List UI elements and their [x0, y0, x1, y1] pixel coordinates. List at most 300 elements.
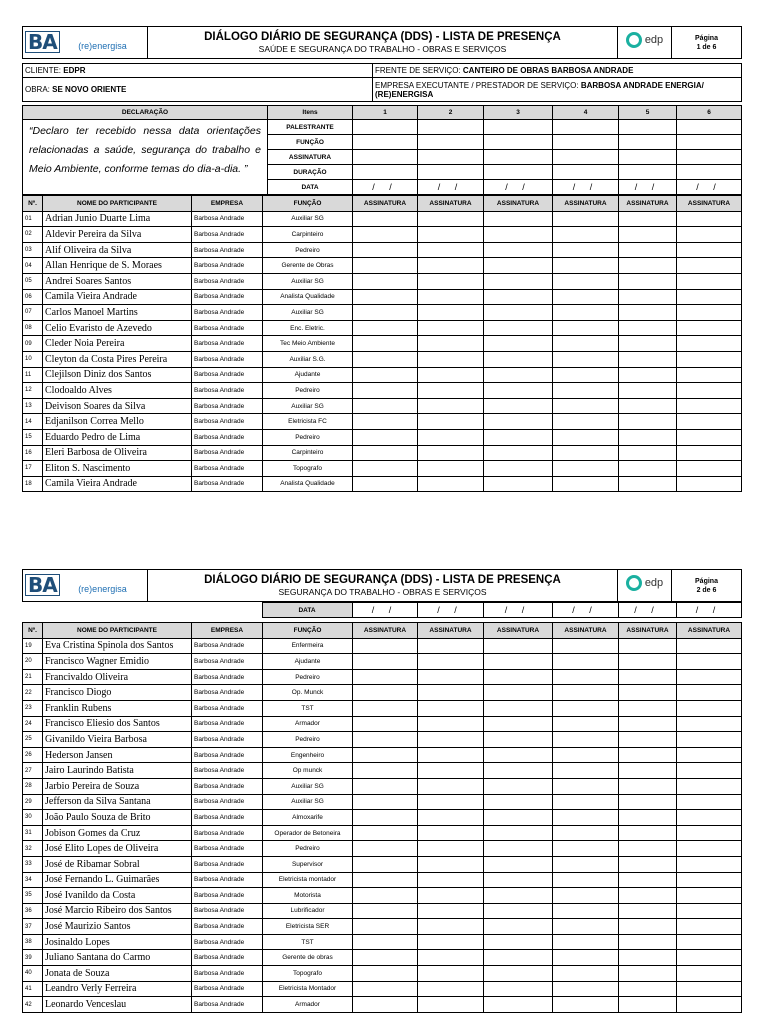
signature-cell[interactable] [619, 903, 677, 919]
signature-cell[interactable] [553, 950, 619, 966]
signature-cell[interactable] [677, 763, 742, 779]
signature-cell[interactable] [619, 919, 677, 935]
signature-cell[interactable] [553, 919, 619, 935]
signature-cell[interactable] [353, 794, 418, 810]
participant-company: Barbosa Andrade [192, 383, 263, 399]
signature-cell[interactable] [619, 888, 677, 904]
date-field[interactable]: / / [418, 180, 484, 195]
signature-cell[interactable] [418, 903, 484, 919]
signature-cell[interactable] [553, 336, 619, 352]
signature-cell[interactable] [619, 654, 677, 670]
signature-cell[interactable] [353, 856, 418, 872]
signature-cell[interactable] [677, 732, 742, 748]
participant-company: Barbosa Andrade [192, 367, 263, 383]
signature-cell[interactable] [484, 763, 553, 779]
date-row: DATA / / / / / / / / / / / / [22, 602, 742, 618]
signature-cell[interactable] [677, 903, 742, 919]
signature-cell[interactable] [353, 888, 418, 904]
signature-cell[interactable] [553, 429, 619, 445]
participant-company: Barbosa Andrade [192, 461, 263, 477]
signature-cell[interactable] [677, 872, 742, 888]
signature-cell[interactable] [484, 445, 553, 461]
signature-cell[interactable] [619, 950, 677, 966]
signature-cell[interactable] [619, 856, 677, 872]
signature-cell[interactable] [353, 669, 418, 685]
signature-cell[interactable] [484, 429, 553, 445]
signature-cell[interactable] [353, 336, 418, 352]
signature-cell[interactable] [553, 398, 619, 414]
signature-cell[interactable] [418, 211, 484, 227]
signature-cell[interactable] [619, 825, 677, 841]
signature-cell[interactable] [677, 778, 742, 794]
signature-cell[interactable] [353, 258, 418, 274]
participant-role: Eletricista Montador [263, 981, 353, 997]
signature-cell[interactable] [484, 747, 553, 763]
form-subtitle: SEGURANÇA DO TRABALHO - OBRAS E SERVIÇOS [278, 587, 487, 597]
signature-cell[interactable] [484, 273, 553, 289]
signature-cell[interactable] [677, 476, 742, 492]
signature-cell[interactable] [553, 414, 619, 430]
signature-cell[interactable] [418, 919, 484, 935]
signature-cell[interactable] [418, 716, 484, 732]
signature-cell[interactable] [353, 638, 418, 654]
participant-row [23, 981, 742, 997]
participant-role: Armador [263, 997, 353, 1013]
signature-cell[interactable] [619, 716, 677, 732]
signature-cell[interactable] [418, 305, 484, 321]
signature-cell[interactable] [619, 966, 677, 982]
signature-cell[interactable] [484, 685, 553, 701]
signature-cell[interactable] [677, 825, 742, 841]
signature-cell[interactable] [484, 227, 553, 243]
participant-role: Topografo [263, 966, 353, 982]
signature-cell[interactable] [619, 997, 677, 1013]
participant-row [23, 445, 742, 461]
signature-cell[interactable] [418, 476, 484, 492]
signature-cell[interactable] [418, 258, 484, 274]
signature-cell[interactable] [484, 654, 553, 670]
signature-cell[interactable] [553, 747, 619, 763]
signature-cell[interactable] [353, 950, 418, 966]
signature-cell[interactable] [418, 934, 484, 950]
signature-cell[interactable] [553, 654, 619, 670]
signature-cell[interactable] [418, 810, 484, 826]
signature-cell[interactable] [353, 685, 418, 701]
signature-cell[interactable] [553, 669, 619, 685]
signature-cell[interactable] [553, 934, 619, 950]
signature-cell[interactable] [553, 763, 619, 779]
participant-role: Auxiliar SG [263, 273, 353, 289]
signature-cell[interactable] [553, 700, 619, 716]
signature-cell[interactable] [619, 351, 677, 367]
date-field[interactable]: / / [676, 603, 741, 618]
signature-cell[interactable] [677, 211, 742, 227]
signature-cell[interactable] [677, 654, 742, 670]
signature-cell[interactable] [619, 445, 677, 461]
signature-cell[interactable] [553, 258, 619, 274]
signature-cell[interactable] [619, 227, 677, 243]
signature-cell[interactable] [418, 700, 484, 716]
signature-cell[interactable] [484, 461, 553, 477]
signature-cell[interactable] [619, 336, 677, 352]
signature-cell[interactable] [418, 825, 484, 841]
signature-cell[interactable] [553, 367, 619, 383]
signature-cell[interactable] [553, 638, 619, 654]
participant-company: Barbosa Andrade [192, 732, 263, 748]
signature-cell[interactable] [353, 747, 418, 763]
signature-cell[interactable] [353, 289, 418, 305]
signature-cell[interactable] [677, 810, 742, 826]
signature-cell[interactable] [677, 258, 742, 274]
signature-cell[interactable] [484, 872, 553, 888]
signature-cell[interactable] [353, 398, 418, 414]
signature-cell[interactable] [353, 211, 418, 227]
signature-cell[interactable] [553, 383, 619, 399]
signature-cell[interactable] [553, 461, 619, 477]
signature-cell[interactable] [677, 716, 742, 732]
date-field[interactable]: / / [417, 603, 483, 618]
signature-cell[interactable] [619, 414, 677, 430]
participant-number: 10 [23, 351, 43, 367]
signature-cell[interactable] [484, 950, 553, 966]
signature-cell[interactable] [418, 841, 484, 857]
signature-cell[interactable] [418, 638, 484, 654]
signature-cell[interactable] [677, 934, 742, 950]
signature-cell[interactable] [677, 398, 742, 414]
signature-cell[interactable] [484, 258, 553, 274]
signature-cell[interactable] [677, 273, 742, 289]
signature-cell[interactable] [353, 872, 418, 888]
signature-cell[interactable] [353, 429, 418, 445]
signature-cell[interactable] [619, 810, 677, 826]
signature-cell[interactable] [484, 716, 553, 732]
signature-cell[interactable] [418, 997, 484, 1013]
signature-cell[interactable] [353, 367, 418, 383]
signature-cell[interactable] [553, 810, 619, 826]
signature-cell[interactable] [484, 841, 553, 857]
participant-role: Pedreiro [263, 242, 353, 258]
signature-cell[interactable] [353, 461, 418, 477]
participant-row [23, 638, 742, 654]
signature-cell[interactable] [418, 320, 484, 336]
signature-cell[interactable] [484, 903, 553, 919]
signature-cell[interactable] [553, 903, 619, 919]
signature-cell[interactable] [353, 476, 418, 492]
date-field[interactable]: / / [553, 180, 619, 195]
signature-cell[interactable] [418, 794, 484, 810]
signature-cell[interactable] [353, 903, 418, 919]
signature-cell[interactable] [418, 966, 484, 982]
signature-cell[interactable] [484, 732, 553, 748]
signature-cell[interactable] [484, 700, 553, 716]
signature-cell[interactable] [418, 429, 484, 445]
signature-cell[interactable] [484, 336, 553, 352]
participant-row [23, 888, 742, 904]
signature-cell[interactable] [619, 305, 677, 321]
signature-cell[interactable] [619, 429, 677, 445]
date-field[interactable]: / / [619, 180, 677, 195]
participant-row [23, 398, 742, 414]
signature-cell[interactable] [353, 700, 418, 716]
signature-cell[interactable] [484, 669, 553, 685]
signature-cell[interactable] [353, 763, 418, 779]
signature-cell[interactable] [418, 336, 484, 352]
date-field[interactable]: / / [484, 180, 553, 195]
signature-cell[interactable] [553, 685, 619, 701]
signature-cell[interactable] [353, 654, 418, 670]
signature-cell[interactable] [484, 320, 553, 336]
signature-cell[interactable] [553, 716, 619, 732]
signature-cell[interactable] [553, 981, 619, 997]
signature-cell[interactable] [418, 414, 484, 430]
signature-cell[interactable] [418, 383, 484, 399]
signature-cell[interactable] [619, 320, 677, 336]
signature-cell[interactable] [553, 778, 619, 794]
declaration-text: “Declaro ter recebido nessa data orientações relacionadas a saúde, segurança do trabalho e Meio Ambiente, conforme temas do dia-a-dia. ” [23, 120, 268, 195]
date-field[interactable]: / / [352, 603, 417, 618]
signature-cell[interactable] [677, 966, 742, 982]
signature-cell[interactable] [418, 669, 484, 685]
signature-cell[interactable] [353, 320, 418, 336]
participant-role: Lubrificador [263, 903, 353, 919]
signature-cell[interactable] [677, 429, 742, 445]
page-number: 1 de 6 [696, 43, 717, 51]
signature-cell[interactable] [484, 476, 553, 492]
signature-cell[interactable] [353, 351, 418, 367]
signature-cell[interactable] [418, 351, 484, 367]
signature-cell[interactable] [553, 351, 619, 367]
signature-cell[interactable] [677, 888, 742, 904]
signature-cell[interactable] [619, 763, 677, 779]
signature-cell[interactable] [619, 732, 677, 748]
signature-cell[interactable] [484, 997, 553, 1013]
date-field[interactable]: / / [618, 603, 676, 618]
participant-company: Barbosa Andrade [192, 685, 263, 701]
signature-cell[interactable] [677, 289, 742, 305]
signature-cell[interactable] [677, 305, 742, 321]
signature-cell[interactable] [484, 888, 553, 904]
signature-cell[interactable] [619, 747, 677, 763]
signature-cell[interactable] [484, 414, 553, 430]
signature-cell[interactable] [484, 305, 553, 321]
signature-cell[interactable] [418, 732, 484, 748]
date-field[interactable]: / / [483, 603, 552, 618]
signature-cell[interactable] [553, 242, 619, 258]
signature-cell[interactable] [484, 919, 553, 935]
signature-cell[interactable] [619, 841, 677, 857]
signature-cell[interactable] [553, 227, 619, 243]
participant-name: Eleri Barbosa de Oliveira [43, 445, 192, 461]
signature-cell[interactable] [418, 763, 484, 779]
signature-cell[interactable] [619, 638, 677, 654]
signature-cell[interactable] [418, 398, 484, 414]
signature-cell[interactable] [553, 732, 619, 748]
signature-cell[interactable] [677, 383, 742, 399]
signature-cell[interactable] [677, 669, 742, 685]
signature-cell[interactable] [619, 794, 677, 810]
signature-cell[interactable] [619, 289, 677, 305]
participant-company: Barbosa Andrade [192, 919, 263, 935]
signature-cell[interactable] [619, 669, 677, 685]
signature-cell[interactable] [484, 810, 553, 826]
edp-logo: edp [618, 27, 672, 59]
signature-cell[interactable] [619, 700, 677, 716]
signature-cell[interactable] [484, 778, 553, 794]
signature-cell[interactable] [418, 856, 484, 872]
signature-cell[interactable] [418, 654, 484, 670]
signature-cell[interactable] [484, 638, 553, 654]
participant-row [23, 383, 742, 399]
signature-cell[interactable] [553, 825, 619, 841]
signature-cell[interactable] [353, 383, 418, 399]
signature-cell[interactable] [677, 794, 742, 810]
signature-cell[interactable] [553, 888, 619, 904]
signature-cell[interactable] [619, 242, 677, 258]
signature-cell[interactable] [418, 367, 484, 383]
signature-cell[interactable] [677, 351, 742, 367]
signature-cell[interactable] [677, 227, 742, 243]
signature-cell[interactable] [418, 950, 484, 966]
signature-cell[interactable] [484, 856, 553, 872]
signature-cell[interactable] [484, 825, 553, 841]
signature-cell[interactable] [353, 445, 418, 461]
signature-cell[interactable] [418, 273, 484, 289]
signature-cell[interactable] [484, 242, 553, 258]
signature-cell[interactable] [553, 997, 619, 1013]
signature-cell[interactable] [484, 398, 553, 414]
signature-cell[interactable] [418, 872, 484, 888]
signature-cell[interactable] [619, 461, 677, 477]
signature-cell[interactable] [418, 685, 484, 701]
signature-cell[interactable] [353, 997, 418, 1013]
participant-number: 03 [23, 242, 43, 258]
signature-cell[interactable] [619, 398, 677, 414]
signature-cell[interactable] [677, 242, 742, 258]
signature-cell[interactable] [353, 841, 418, 857]
signature-cell[interactable] [484, 981, 553, 997]
signature-cell[interactable] [484, 383, 553, 399]
signature-cell[interactable] [553, 856, 619, 872]
signature-cell[interactable] [619, 383, 677, 399]
signature-cell[interactable] [353, 778, 418, 794]
signature-cell[interactable] [677, 445, 742, 461]
signature-cell[interactable] [353, 732, 418, 748]
signature-cell[interactable] [619, 258, 677, 274]
signature-cell[interactable] [484, 934, 553, 950]
signature-cell[interactable] [484, 794, 553, 810]
signature-cell[interactable] [484, 966, 553, 982]
signature-cell[interactable] [418, 888, 484, 904]
signature-cell[interactable] [619, 685, 677, 701]
signature-cell[interactable] [553, 476, 619, 492]
signature-cell[interactable] [553, 211, 619, 227]
signature-cell[interactable] [677, 638, 742, 654]
signature-cell[interactable] [677, 747, 742, 763]
signature-cell[interactable] [677, 461, 742, 477]
signature-cell[interactable] [353, 242, 418, 258]
date-field[interactable]: / / [677, 180, 742, 195]
signature-cell[interactable] [677, 367, 742, 383]
signature-cell[interactable] [677, 919, 742, 935]
signature-cell[interactable] [677, 981, 742, 997]
signature-cell[interactable] [619, 211, 677, 227]
signature-cell[interactable] [353, 414, 418, 430]
signature-cell[interactable] [553, 445, 619, 461]
page-number: 2 de 6 [696, 586, 717, 594]
signature-cell[interactable] [677, 336, 742, 352]
signature-cell[interactable] [353, 305, 418, 321]
participant-name: Eliton S. Nascimento [43, 461, 192, 477]
signature-cell[interactable] [677, 950, 742, 966]
signature-cell[interactable] [484, 289, 553, 305]
signature-cell[interactable] [353, 825, 418, 841]
signature-cell[interactable] [353, 810, 418, 826]
signature-cell[interactable] [418, 445, 484, 461]
signature-cell[interactable] [619, 476, 677, 492]
signature-cell[interactable] [353, 227, 418, 243]
participant-company: Barbosa Andrade [192, 429, 263, 445]
signature-cell[interactable] [353, 966, 418, 982]
signature-cell[interactable] [418, 747, 484, 763]
signature-cell[interactable] [353, 934, 418, 950]
signature-cell[interactable] [484, 367, 553, 383]
signature-cell[interactable] [677, 997, 742, 1013]
signature-cell[interactable] [619, 367, 677, 383]
signature-cell[interactable] [484, 211, 553, 227]
signature-cell[interactable] [677, 320, 742, 336]
participant-name: Francisco Eliesio dos Santos [43, 716, 192, 732]
participant-row [23, 685, 742, 701]
participant-number: 40 [23, 966, 43, 982]
signature-cell[interactable] [353, 981, 418, 997]
signature-cell[interactable] [677, 685, 742, 701]
signature-cell[interactable] [553, 320, 619, 336]
signature-cell[interactable] [553, 289, 619, 305]
signature-cell[interactable] [353, 716, 418, 732]
signature-cell[interactable] [619, 872, 677, 888]
signature-cell[interactable] [619, 778, 677, 794]
signature-cell[interactable] [418, 981, 484, 997]
signature-cell[interactable] [418, 461, 484, 477]
participant-company: Barbosa Andrade [192, 716, 263, 732]
signature-cell[interactable] [553, 872, 619, 888]
signature-cell[interactable] [418, 242, 484, 258]
signature-cell[interactable] [553, 273, 619, 289]
signature-cell[interactable] [353, 273, 418, 289]
signature-cell[interactable] [677, 700, 742, 716]
signature-cell[interactable] [353, 919, 418, 935]
signature-cell[interactable] [553, 841, 619, 857]
date-field[interactable]: / / [552, 603, 618, 618]
signature-cell[interactable] [677, 841, 742, 857]
participant-role: Ajudante [263, 654, 353, 670]
signature-cell[interactable] [418, 289, 484, 305]
participant-row [23, 700, 742, 716]
signature-cell[interactable] [418, 778, 484, 794]
signature-cell[interactable] [484, 351, 553, 367]
signature-cell[interactable] [553, 794, 619, 810]
signature-cell[interactable] [418, 227, 484, 243]
signature-cell[interactable] [619, 934, 677, 950]
participant-name: Jobison Gomes da Cruz [43, 825, 192, 841]
signature-cell[interactable] [677, 856, 742, 872]
signature-cell[interactable] [553, 966, 619, 982]
signature-cell[interactable] [553, 305, 619, 321]
signature-cell[interactable] [619, 981, 677, 997]
signature-cell[interactable] [619, 273, 677, 289]
signature-cell[interactable] [677, 414, 742, 430]
date-field[interactable]: / / [353, 180, 418, 195]
